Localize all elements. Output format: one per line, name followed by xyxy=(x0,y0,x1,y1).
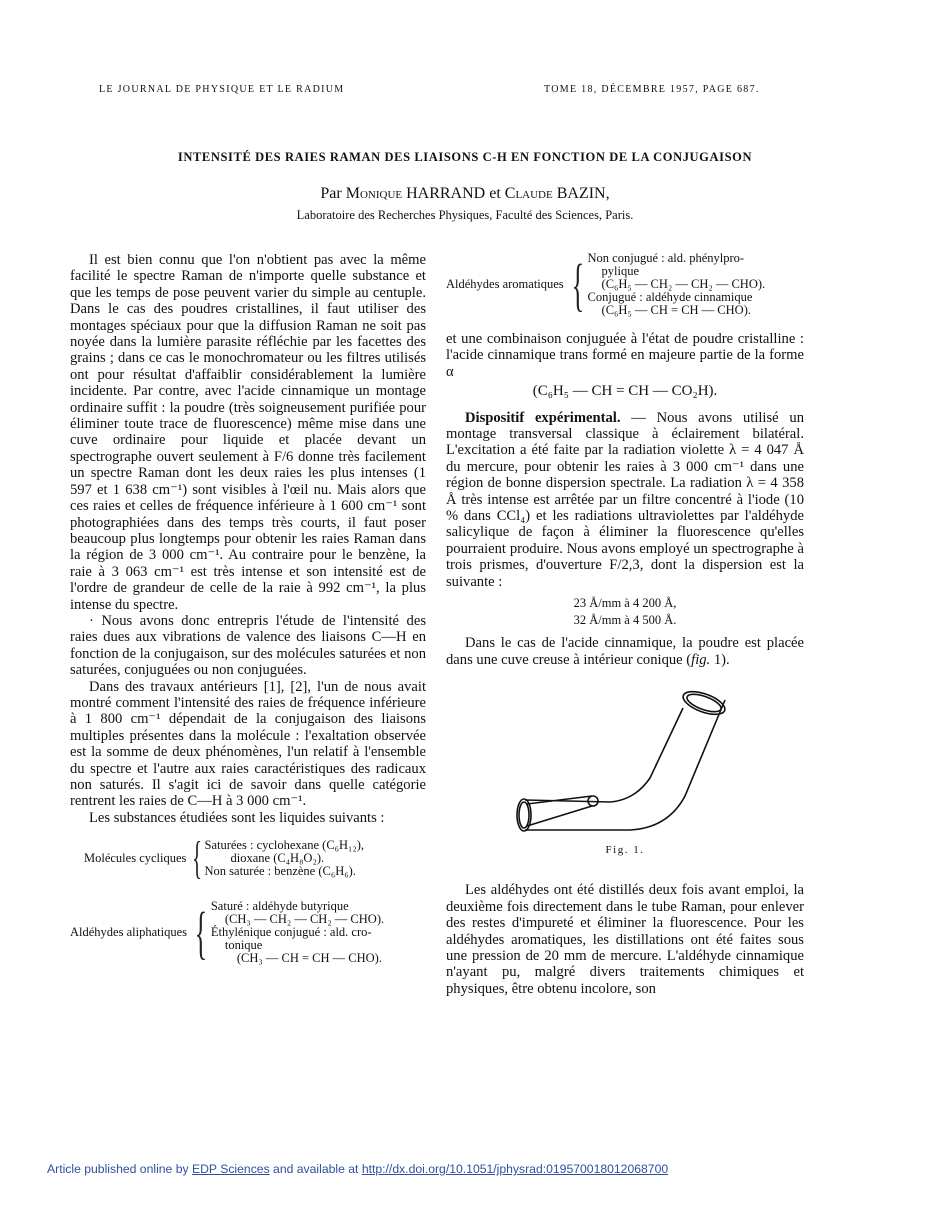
paragraph-distillation: Les aldéhydes ont été distillés deux fois avant emploi, la deuxième fois directement dans le tube Raman, pour enlever des restes d'impureté et éliminer la fluorescence. Pour les aldéhydes aromatiques, les distillations ont été faites sous une pression de 20 mm de mercure. L'aldéhyde cinnamique n'ayant pu, malgré divers traitements chimiques et physiques, être obtenu incolore, son xyxy=(446,882,804,997)
cell-text: Dans le cas de l'acide cinnamique, la poudre est placée dans une cuve creuse à intérieur conique ( xyxy=(446,635,804,668)
par-word: Par xyxy=(320,185,342,202)
left-column xyxy=(70,252,426,965)
author-line xyxy=(0,185,930,203)
footer-middle: and available at xyxy=(269,1162,362,1176)
article-title: INTENSITÉ DES RAIES RAMAN DES LIAISONS C-H EN FONCTION DE LA CONJUGAISON xyxy=(177,150,753,164)
affiliation: Laboratoire des Recherches Physiques, Faculté des Sciences, Paris. xyxy=(296,208,634,222)
cinnamic-acid-formula: (C₆H₅ — CH = CH — CO₂H). xyxy=(532,383,718,400)
paragraph-previous-work: Dans des travaux antérieurs [1], [2], l'un de nous avait montré comment l'intensité des raies de fréquence inférieure à 1 800 cm⁻¹ dépendait de la conjugaison des liaisons multiples présentes dans la molécule : l'exaltation observée est la somme de deux phénomènes, l'un relatif à l'ensemble du spectre et l'autre aux raies caractéristiques des radicaux non saturés. Il s'agit ici de savoir dans quelle catégorie rentrent les raies de C—H à 3 000 cm⁻¹. xyxy=(70,678,426,810)
paragraph-combination: et une combinaison conjuguée à l'état de poudre cristalline : l'acide cinnamique trans formé en majeure partie de la forme α xyxy=(446,331,804,380)
aromatic-item: pylique xyxy=(601,264,640,278)
brace-icon: { xyxy=(194,899,208,965)
raman-cell-figure xyxy=(500,678,750,838)
aliphatic-aldehydes-list xyxy=(70,900,426,965)
publisher-link[interactable]: EDP Sciences xyxy=(191,1162,270,1176)
author-1: Monique HARRAND xyxy=(345,185,486,202)
cyclic-label: Molécules cycliques xyxy=(84,850,187,865)
footer-prefix: Article published online by xyxy=(47,1162,192,1176)
journal-name: LE JOURNAL DE PHYSIQUE ET LE RADIUM xyxy=(99,84,345,95)
paragraph-intro: Il est bien connu que l'on n'obtient pas avec la même facilité le spectre Raman de n'importe quelle substance et que les temps de pose peuvent varier du simple au centuple. Dans le cas des poudres cristallines, il faut utiliser des montages spéciaux pour que la diffusion Raman ne soit pas noyée dans la lumière parasite réfléchie par les facettes des grains ; dans ce cas le monochromateur ou les filtres utilisés ont pour résultat d'affaiblir considérablement la lumière incidente. Par contre, avec l'acide cinnamique un montage ordinaire suffit : la poudre (très soigneusement purifiée pour éliminer toute trace de fluorescence) même mise dans une cuve ordinaire pour liquide et placée devant un spectrographe ouvert seulement à F/6 donne très facilement un spectre Raman dont les deux raies les plus intenses (1 597 et 1 638 cm⁻¹) sont visibles à l'œil nu. Mais alors que ces raies et celles de fréquence inférieure à 1 600 cm⁻¹ sont photographiées dans des temps très courts, il faut poser beaucoup plus longtemps pour obtenir les raies Raman dans la région de 3 000 cm⁻¹. Au contraire pour le benzène, la raie à 3 063 cm⁻¹ est très intense et son intensité est de l'ordre de grandeur de celle de la raie à 992 cm⁻¹, la plus intense du spectre. xyxy=(70,252,426,613)
aromatic-item: Conjugué : aldéhyde cinnamique xyxy=(587,290,753,304)
dispersion-line: 32 Å/mm à 4 500 Å. xyxy=(573,613,677,628)
aliphatic-item: Éthylénique conjugué : ald. cro- xyxy=(210,925,372,940)
doi-link[interactable]: http://dx.doi.org/10.1051/jphysrad:019570018012068700 xyxy=(361,1162,669,1176)
aliphatic-item: Saturé : aldéhyde butyrique xyxy=(210,899,349,914)
aromatic-aldehydes-list xyxy=(446,252,804,317)
aliphatic-label: Aldéhydes aliphatiques xyxy=(70,925,187,940)
aliphatic-item: (CH₃ — CH = CH — CHO). xyxy=(236,951,382,966)
brace-icon: { xyxy=(571,251,584,317)
cell-text-end: 1). xyxy=(710,651,730,668)
cyclic-molecules-list xyxy=(70,832,426,884)
paragraph-setup xyxy=(446,410,804,590)
aliphatic-item: tonique xyxy=(224,938,263,953)
cyclic-item: Saturées : cyclohexane (C₆H₁₂), xyxy=(204,837,365,852)
dispersion-values xyxy=(446,595,804,629)
aromatic-item: (C₆H₅ — CH₂ — CH₂ — CHO). xyxy=(601,277,766,291)
aromatic-item: Non conjugué : ald. phénylpro- xyxy=(587,251,745,265)
paragraph-aim: · Nous avons donc entrepris l'étude de l'intensité des raies dues aux vibrations de valence des liaisons C—H en fonction de la conjugaison, sur des molécules saturées et non saturées, conjuguées ou non conjuguées. xyxy=(70,612,426,679)
right-column xyxy=(446,252,804,997)
figure-caption: Fig. 1. xyxy=(605,843,645,856)
setup-text: — Nous avons utilisé un montage transversal classique à éclairement bilatéral. L'excitation a été faite par la radiation violette λ = 4 047 Å du mercure, pour obtenir les raies à 3 000 cm⁻¹ dans une région de bonne dispersion spectrale. La radiation λ = 4 358 Å très intense est arrêtée par un filtre concentré à l'iode (10 % dans CCl₄) et les radiations ultraviolettes par l'aldéhyde salicylique de façon à éliminer la fluorescence qu'elles pourraient produire. Nous avons employé un spectrographe à trois prismes, d'ouverture F/2,3, dont la dispersion est la suivante : xyxy=(446,409,804,590)
aliphatic-item: (CH₃ — CH₂ — CH₂ — CHO). xyxy=(224,912,385,927)
fig-reference: fig. xyxy=(691,651,711,668)
cyclic-item: dioxane (C₄H₈O₂). xyxy=(230,850,325,865)
aromatic-item: (C₆H₅ — CH = CH — CHO). xyxy=(601,303,751,317)
dispersion-line: 23 Å/mm à 4 200 Å, xyxy=(573,596,677,611)
and-word: et xyxy=(489,185,501,202)
cyclic-item: Non saturée : benzène (C₆H₆). xyxy=(204,863,356,878)
section-heading: Dispositif expérimental. xyxy=(465,409,621,426)
author-2: Claude BAZIN, xyxy=(504,185,610,202)
aromatic-label: Aldéhydes aromatiques xyxy=(446,277,564,291)
publication-footer xyxy=(47,1162,668,1176)
paragraph-cell xyxy=(446,635,804,668)
paragraph-substances: Les substances étudiées sont les liquides suivants : xyxy=(89,809,385,826)
brace-icon: { xyxy=(192,832,203,884)
issue-info: TOME 18, DÉCEMBRE 1957, PAGE 687. xyxy=(544,84,760,95)
